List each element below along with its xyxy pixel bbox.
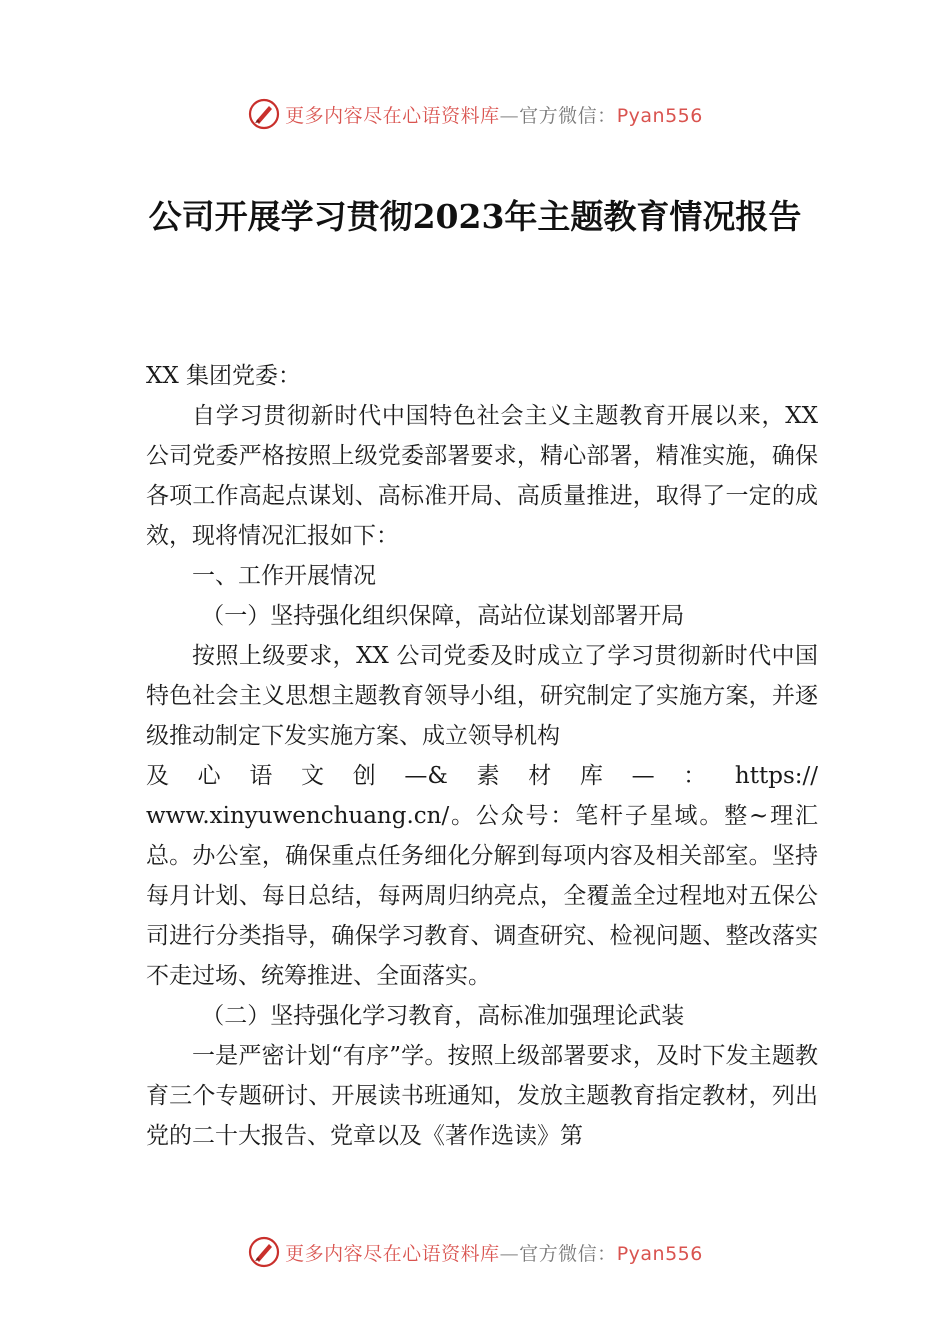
banner-text: 更多内容尽在心语资料库—官方微信：Pyan556 [285, 104, 703, 127]
subsection-heading-2: （二）坚持强化学习教育，高标准加强理论武装 [201, 1003, 685, 1029]
paragraph-1a: 按照上级要求，XX 公司党委及时成立了学习贯彻新时代中国特色社会主义思想主题教育领导小组，研究制定了实施方案，并逐级推动制定下发实施方案、成立领导机构 [146, 643, 818, 749]
pen-logo-icon [247, 1235, 281, 1269]
footer-watermark-banner [0, 1232, 950, 1272]
section-heading-1: 一、工作开展情况 [192, 563, 376, 589]
salutation: XX 集团党委： [146, 363, 302, 389]
banner-text: 更多内容尽在心语资料库—官方微信：Pyan556 [285, 1242, 703, 1265]
header-watermark-banner [0, 94, 950, 134]
paragraph-2: 一是严密计划“有序”学。按照上级部署要求，及时下发主题教育三个专题研讨、开展读书班通知，发放主题教育指定教材，列出党的二十大报告、党章以及《著作选读》第 [146, 1043, 818, 1149]
paragraph-1b: 及心语文创—&素材库—：https:// [146, 763, 818, 789]
paragraph-1c: www.xinyuwenchuang.cn/。公众号：笔杆子星域。整~理汇总。办公室，确保重点任务细化分解到每项内容及相关部室。坚持每月计划、每日总结，每两周归纳亮点，全覆盖全过程地对五保公司进行分类指导，确保学习教育、调查研究、检视问题、整改落实不走过场、统筹推进、全面落实。 [146, 803, 818, 989]
pen-logo-icon [247, 97, 281, 131]
subsection-heading-1: （一）坚持强化组织保障，高站位谋划部署开局 [201, 603, 685, 629]
document-body [146, 356, 818, 1156]
document-title: 公司开展学习贯彻2023年主题教育情况报告 [148, 197, 802, 236]
intro-paragraph: 自学习贯彻新时代中国特色社会主义主题教育开展以来，XX 公司党委严格按照上级党委部署要求，精心部署，精准实施，确保各项工作高起点谋划、高标准开局、高质量推进，取得了一定的成效，现将情况汇报如下： [146, 403, 818, 549]
